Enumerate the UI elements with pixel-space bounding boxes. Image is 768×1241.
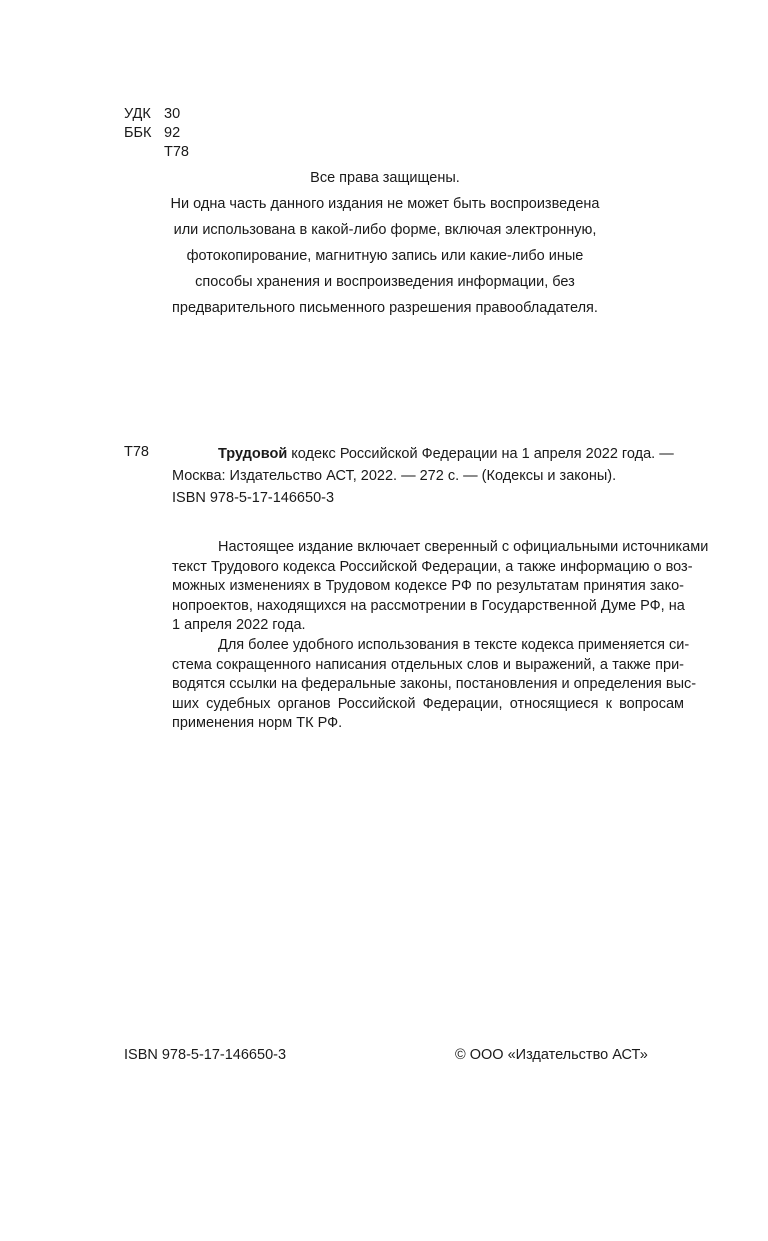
- rights-line: Все права защищены.: [310, 170, 460, 186]
- footer-copyright: © ООО «Издательство АСТ»: [455, 1047, 648, 1063]
- footer-isbn: ISBN 978-5-17-146650-3: [124, 1047, 287, 1063]
- classification-codes: [124, 105, 189, 162]
- annotation-line: стема сокращенного написания отдельных слов и выражений, а также при-: [172, 656, 684, 673]
- bib-title-rest: кодекс Российской Федерации на 1 апреля 2022 года. —: [291, 446, 674, 462]
- bib-line-2: Москва: Издательство АСТ, 2022. — 272 с. — (Кодексы и законы).: [172, 468, 617, 484]
- annotation-line: Настоящее издание включает сверенный с официальными источниками: [218, 539, 709, 555]
- rights-line: или использована в какой-либо форме, включая электронную,: [173, 222, 597, 238]
- annotation-line: нопроектов, находящихся на рассмотрении в Государственной Думе РФ, на: [172, 597, 685, 614]
- author-mark-row: [124, 143, 189, 162]
- bbk-value: 92: [164, 125, 181, 141]
- annotation: [172, 538, 709, 734]
- annotation-line: 1 апреля 2022 года.: [172, 617, 306, 634]
- annotation-line: ших судебных органов Российской Федерации, относящиеся к вопросам: [172, 695, 684, 712]
- bib-author-mark: Т78: [124, 444, 149, 460]
- annotation-line: текст Трудового кодекса Российской Федерации, а также информацию о воз-: [172, 558, 693, 575]
- annotation-line: Для более удобного использования в тексте кодекса применяется си-: [218, 636, 690, 653]
- rights-notice: [150, 165, 620, 321]
- bib-line-1: [172, 443, 684, 465]
- bib-title-bold: Трудовой: [218, 446, 288, 462]
- author-mark-value: Т78: [164, 144, 189, 160]
- author-mark-label: [124, 143, 164, 162]
- rights-line: Ни одна часть данного издания не может быть воспроизведена: [170, 196, 600, 212]
- bbk-row: [124, 124, 189, 143]
- rights-line: способы хранения и воспроизведения информации, без: [195, 274, 575, 290]
- rights-line: предварительного письменного разрешения правообладателя.: [172, 300, 598, 316]
- bib-isbn: ISBN 978-5-17-146650-3: [172, 490, 335, 506]
- bibliographic-entry: [172, 443, 684, 509]
- udk-row: [124, 105, 189, 124]
- annotation-line: водятся ссылки на федеральные законы, постановления и определения выс-: [172, 676, 697, 693]
- udk-label: УДК: [124, 106, 151, 122]
- rights-line: фотокопирование, магнитную запись или какие-либо иные: [186, 248, 584, 264]
- annotation-line: применения норм ТК РФ.: [172, 715, 343, 732]
- bbk-label: ББК: [124, 125, 152, 141]
- udk-value: 30: [164, 106, 181, 122]
- annotation-line: можных изменениях в Трудовом кодексе РФ по результатам принятия зако-: [172, 578, 684, 595]
